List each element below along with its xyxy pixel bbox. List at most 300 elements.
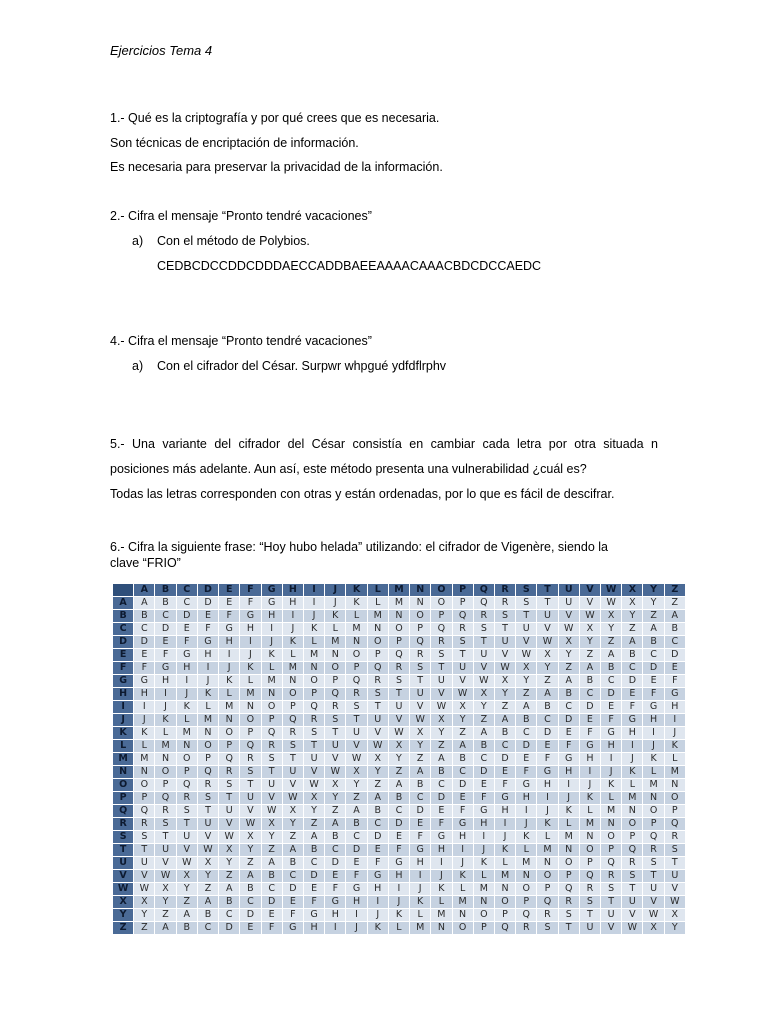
vigenere-cell: Q xyxy=(197,766,218,779)
vigenere-cell: C xyxy=(431,779,452,792)
vigenere-cell: C xyxy=(219,909,240,922)
q2-a-marker: a) xyxy=(132,234,144,248)
vigenere-cell: I xyxy=(388,883,409,896)
vigenere-cell: T xyxy=(325,727,346,740)
vigenere-column-header: U xyxy=(558,584,579,597)
vigenere-cell: S xyxy=(516,597,537,610)
vigenere-cell: D xyxy=(367,831,388,844)
vigenere-cell: A xyxy=(410,766,431,779)
vigenere-cell: V xyxy=(664,883,685,896)
vigenere-cell: J xyxy=(134,714,155,727)
vigenere-cell: L xyxy=(261,662,282,675)
vigenere-cell: S xyxy=(579,896,600,909)
vigenere-column-header: O xyxy=(431,584,452,597)
vigenere-cell: V xyxy=(410,701,431,714)
vigenere-cell: N xyxy=(643,792,664,805)
vigenere-cell: P xyxy=(558,870,579,883)
vigenere-cell: D xyxy=(346,844,367,857)
vigenere-cell: H xyxy=(579,753,600,766)
vigenere-row xyxy=(113,688,686,701)
vigenere-cell: N xyxy=(622,805,643,818)
vigenere-cell: Y xyxy=(219,857,240,870)
vigenere-cell: Y xyxy=(134,909,155,922)
vigenere-cell: B xyxy=(325,831,346,844)
vigenere-cell: T xyxy=(431,662,452,675)
vigenere-cell: P xyxy=(410,623,431,636)
vigenere-cell: A xyxy=(325,818,346,831)
vigenere-cell: K xyxy=(664,740,685,753)
vigenere-cell: Z xyxy=(219,870,240,883)
vigenere-cell: N xyxy=(325,649,346,662)
vigenere-cell: Q xyxy=(303,701,324,714)
vigenere-cell: F xyxy=(155,649,176,662)
vigenere-cell: O xyxy=(219,727,240,740)
vigenere-cell: O xyxy=(494,896,515,909)
vigenere-cell: B xyxy=(303,844,324,857)
vigenere-cell: D xyxy=(664,649,685,662)
vigenere-column-header: W xyxy=(601,584,622,597)
vigenere-cell: F xyxy=(219,610,240,623)
vigenere-cell: N xyxy=(537,857,558,870)
vigenere-row-header: W xyxy=(113,883,134,896)
vigenere-cell: J xyxy=(346,922,367,935)
vigenere-cell: E xyxy=(516,753,537,766)
vigenere-cell: X xyxy=(664,909,685,922)
vigenere-cell: L xyxy=(282,649,303,662)
vigenere-cell: Q xyxy=(601,857,622,870)
vigenere-cell: C xyxy=(622,662,643,675)
vigenere-cell: J xyxy=(197,675,218,688)
vigenere-cell: R xyxy=(558,896,579,909)
vigenere-cell: H xyxy=(325,909,346,922)
vigenere-row xyxy=(113,779,686,792)
vigenere-cell: C xyxy=(537,714,558,727)
vigenere-cell: C xyxy=(325,844,346,857)
vigenere-cell: F xyxy=(537,753,558,766)
vigenere-cell: O xyxy=(282,688,303,701)
vigenere-cell: O xyxy=(410,610,431,623)
vigenere-cell: D xyxy=(155,623,176,636)
vigenere-cell: Z xyxy=(622,623,643,636)
vigenere-cell: Z xyxy=(643,610,664,623)
vigenere-cell: Y xyxy=(346,779,367,792)
vigenere-cell: V xyxy=(579,597,600,610)
vigenere-cell: M xyxy=(558,831,579,844)
vigenere-cell: R xyxy=(134,818,155,831)
vigenere-cell: U xyxy=(282,766,303,779)
vigenere-cell: A xyxy=(431,753,452,766)
vigenere-cell: Y xyxy=(494,688,515,701)
vigenere-cell: B xyxy=(282,857,303,870)
vigenere-cell: W xyxy=(664,896,685,909)
vigenere-cell: U xyxy=(537,610,558,623)
vigenere-cell: Y xyxy=(452,714,473,727)
vigenere-cell: Q xyxy=(155,792,176,805)
vigenere-cell: N xyxy=(219,714,240,727)
vigenere-cell: N xyxy=(282,675,303,688)
vigenere-cell: Z xyxy=(303,818,324,831)
vigenere-cell: I xyxy=(537,792,558,805)
vigenere-column-header: D xyxy=(197,584,218,597)
vigenere-cell: F xyxy=(261,922,282,935)
vigenere-cell: R xyxy=(282,727,303,740)
vigenere-row xyxy=(113,870,686,883)
vigenere-column-header: I xyxy=(303,584,324,597)
vigenere-cell: O xyxy=(537,870,558,883)
vigenere-cell: B xyxy=(410,779,431,792)
vigenere-cell: T xyxy=(219,792,240,805)
vigenere-cell: I xyxy=(452,844,473,857)
vigenere-row-header: B xyxy=(113,610,134,623)
vigenere-cell: W xyxy=(325,766,346,779)
vigenere-cell: C xyxy=(134,623,155,636)
vigenere-cell: Z xyxy=(601,636,622,649)
q1-question: 1.- Qué es la criptografía y por qué crees que es necesaria. xyxy=(110,111,440,125)
vigenere-cell: X xyxy=(643,922,664,935)
vigenere-cell: R xyxy=(410,649,431,662)
vigenere-cell: E xyxy=(303,883,324,896)
vigenere-row xyxy=(113,597,686,610)
vigenere-cell: E xyxy=(643,675,664,688)
vigenere-cell: L xyxy=(516,844,537,857)
vigenere-cell: G xyxy=(367,870,388,883)
vigenere-cell: G xyxy=(219,623,240,636)
vigenere-row xyxy=(113,662,686,675)
vigenere-cell: G xyxy=(643,701,664,714)
vigenere-cell: B xyxy=(134,610,155,623)
vigenere-row-header: Y xyxy=(113,909,134,922)
vigenere-cell: X xyxy=(155,883,176,896)
vigenere-cell: I xyxy=(219,649,240,662)
vigenere-cell: B xyxy=(346,818,367,831)
vigenere-cell: U xyxy=(240,792,261,805)
vigenere-cell: G xyxy=(473,805,494,818)
vigenere-cell: S xyxy=(452,636,473,649)
vigenere-cell: Q xyxy=(261,727,282,740)
vigenere-cell: L xyxy=(537,831,558,844)
vigenere-cell: R xyxy=(643,844,664,857)
vigenere-cell: H xyxy=(537,779,558,792)
vigenere-row xyxy=(113,818,686,831)
vigenere-cell: I xyxy=(516,805,537,818)
vigenere-cell: P xyxy=(219,740,240,753)
vigenere-cell: Z xyxy=(134,922,155,935)
vigenere-cell: U xyxy=(516,623,537,636)
vigenere-cell: V xyxy=(431,688,452,701)
vigenere-column-header: Q xyxy=(473,584,494,597)
vigenere-cell: C xyxy=(452,766,473,779)
vigenere-cell: D xyxy=(622,675,643,688)
vigenere-cell: O xyxy=(516,883,537,896)
vigenere-cell: B xyxy=(452,753,473,766)
vigenere-row-header: I xyxy=(113,701,134,714)
vigenere-cell: F xyxy=(346,870,367,883)
vigenere-cell: L xyxy=(367,597,388,610)
vigenere-cell: Q xyxy=(537,896,558,909)
vigenere-cell: O xyxy=(643,805,664,818)
vigenere-cell: H xyxy=(155,675,176,688)
vigenere-cell: D xyxy=(219,922,240,935)
vigenere-cell: O xyxy=(579,844,600,857)
vigenere-cell: L xyxy=(579,805,600,818)
vigenere-cell: T xyxy=(261,766,282,779)
vigenere-cell: E xyxy=(155,636,176,649)
vigenere-cell: T xyxy=(410,675,431,688)
vigenere-cell: C xyxy=(303,857,324,870)
vigenere-cell: S xyxy=(643,857,664,870)
vigenere-cell: G xyxy=(431,831,452,844)
vigenere-cell: U xyxy=(367,714,388,727)
vigenere-cell: D xyxy=(494,753,515,766)
vigenere-cell: F xyxy=(601,714,622,727)
vigenere-cell: W xyxy=(346,753,367,766)
vigenere-cell: C xyxy=(388,805,409,818)
vigenere-cell: Q xyxy=(431,623,452,636)
vigenere-column-header: G xyxy=(261,584,282,597)
vigenere-cell: Y xyxy=(240,844,261,857)
vigenere-cell: G xyxy=(664,688,685,701)
vigenere-row-header: C xyxy=(113,623,134,636)
vigenere-cell: Z xyxy=(558,662,579,675)
vigenere-cell: Z xyxy=(261,844,282,857)
vigenere-cell: G xyxy=(388,857,409,870)
vigenere-cell: D xyxy=(601,688,622,701)
vigenere-cell: R xyxy=(516,922,537,935)
vigenere-cell: O xyxy=(261,701,282,714)
vigenere-cell: C xyxy=(579,688,600,701)
vigenere-row xyxy=(113,831,686,844)
vigenere-cell: E xyxy=(176,623,197,636)
vigenere-cell: A xyxy=(494,714,515,727)
vigenere-cell: G xyxy=(516,779,537,792)
vigenere-cell: R xyxy=(240,753,261,766)
vigenere-cell: L xyxy=(303,636,324,649)
vigenere-cell: G xyxy=(452,818,473,831)
vigenere-cell: Z xyxy=(452,727,473,740)
vigenere-cell: B xyxy=(494,727,515,740)
vigenere-cell: A xyxy=(452,740,473,753)
vigenere-cell: N xyxy=(134,766,155,779)
vigenere-cell: I xyxy=(579,766,600,779)
vigenere-cell: A xyxy=(282,844,303,857)
vigenere-cell: I xyxy=(431,857,452,870)
vigenere-cell: S xyxy=(473,623,494,636)
vigenere-row-header: Z xyxy=(113,922,134,935)
vigenere-cell: R xyxy=(601,870,622,883)
vigenere-cell: K xyxy=(410,896,431,909)
vigenere-column-header: B xyxy=(155,584,176,597)
vigenere-cell: N xyxy=(346,636,367,649)
vigenere-row-header: F xyxy=(113,662,134,675)
vigenere-cell: U xyxy=(664,870,685,883)
vigenere-cell: N xyxy=(410,597,431,610)
vigenere-cell: C xyxy=(176,597,197,610)
vigenere-cell: R xyxy=(197,779,218,792)
vigenere-cell: X xyxy=(367,753,388,766)
vigenere-row-header: O xyxy=(113,779,134,792)
q6-question-line-1: 6.- Cifra la siguiente frase: “Hoy hubo helada” utilizando: el cifrador de Vigenère, siendo la xyxy=(110,540,608,554)
vigenere-cell: B xyxy=(219,896,240,909)
vigenere-cell: M xyxy=(346,623,367,636)
vigenere-cell: T xyxy=(664,857,685,870)
vigenere-cell: S xyxy=(494,610,515,623)
vigenere-cell: A xyxy=(176,909,197,922)
vigenere-cell: I xyxy=(240,636,261,649)
vigenere-cell: T xyxy=(622,883,643,896)
vigenere-cell: G xyxy=(282,922,303,935)
vigenere-cell: H xyxy=(516,792,537,805)
vigenere-cell: W xyxy=(388,727,409,740)
vigenere-cell: P xyxy=(452,597,473,610)
vigenere-cell: S xyxy=(240,766,261,779)
vigenere-cell: H xyxy=(622,727,643,740)
vigenere-cell: L xyxy=(197,701,218,714)
vigenere-row-header: X xyxy=(113,896,134,909)
vigenere-cell: Z xyxy=(240,857,261,870)
vigenere-cell: N xyxy=(601,818,622,831)
vigenere-cell: A xyxy=(579,662,600,675)
vigenere-cell: V xyxy=(282,779,303,792)
vigenere-row xyxy=(113,636,686,649)
vigenere-cell: A xyxy=(134,597,155,610)
vigenere-cell: G xyxy=(261,597,282,610)
vigenere-cell: F xyxy=(558,740,579,753)
vigenere-cell: P xyxy=(622,831,643,844)
vigenere-cell: D xyxy=(325,857,346,870)
vigenere-cell: G xyxy=(325,896,346,909)
vigenere-cell: R xyxy=(579,883,600,896)
vigenere-cell: W xyxy=(558,623,579,636)
vigenere-cell: O xyxy=(622,818,643,831)
vigenere-cell: U xyxy=(643,883,664,896)
vigenere-cell: I xyxy=(643,727,664,740)
vigenere-cell: T xyxy=(452,649,473,662)
vigenere-cell: V xyxy=(134,870,155,883)
vigenere-cell: Z xyxy=(367,779,388,792)
vigenere-cell: S xyxy=(537,922,558,935)
vigenere-cell: V xyxy=(155,857,176,870)
vigenere-cell: K xyxy=(452,870,473,883)
vigenere-cell: G xyxy=(303,909,324,922)
vigenere-cell: D xyxy=(261,896,282,909)
vigenere-row xyxy=(113,675,686,688)
vigenere-cell: D xyxy=(537,727,558,740)
vigenere-cell: Y xyxy=(303,805,324,818)
vigenere-cell: A xyxy=(388,779,409,792)
vigenere-cell: Q xyxy=(494,922,515,935)
vigenere-cell: K xyxy=(155,714,176,727)
vigenere-cell: F xyxy=(516,766,537,779)
vigenere-cell: Y xyxy=(537,662,558,675)
vigenere-cell: P xyxy=(643,818,664,831)
vigenere-cell: Y xyxy=(601,623,622,636)
vigenere-cell: Y xyxy=(155,896,176,909)
vigenere-cell: W xyxy=(579,610,600,623)
vigenere-cell: O xyxy=(431,597,452,610)
vigenere-cell: X xyxy=(452,701,473,714)
vigenere-cell: X xyxy=(325,779,346,792)
vigenere-cell: H xyxy=(473,818,494,831)
vigenere-cell: H xyxy=(219,636,240,649)
vigenere-cell: T xyxy=(558,922,579,935)
vigenere-cell: Z xyxy=(155,909,176,922)
vigenere-cell: X xyxy=(537,649,558,662)
vigenere-cell: E xyxy=(197,610,218,623)
vigenere-cell: U xyxy=(579,922,600,935)
vigenere-row-header: S xyxy=(113,831,134,844)
vigenere-cell: M xyxy=(155,740,176,753)
vigenere-cell: F xyxy=(664,675,685,688)
vigenere-cell: L xyxy=(473,870,494,883)
vigenere-cell: V xyxy=(473,662,494,675)
vigenere-cell: U xyxy=(197,818,218,831)
vigenere-row-header: D xyxy=(113,636,134,649)
vigenere-cell: Y xyxy=(664,922,685,935)
vigenere-cell: G xyxy=(240,610,261,623)
vigenere-cell: G xyxy=(410,844,431,857)
vigenere-cell: H xyxy=(282,597,303,610)
vigenere-cell: L xyxy=(134,740,155,753)
vigenere-cell: A xyxy=(303,831,324,844)
vigenere-cell: U xyxy=(176,831,197,844)
vigenere-cell: O xyxy=(197,740,218,753)
vigenere-cell: P xyxy=(601,844,622,857)
vigenere-cell: J xyxy=(473,844,494,857)
vigenere-cell: J xyxy=(282,623,303,636)
vigenere-cell: M xyxy=(494,870,515,883)
vigenere-cell: B xyxy=(473,740,494,753)
vigenere-cell: G xyxy=(346,883,367,896)
vigenere-cell: W xyxy=(134,883,155,896)
vigenere-cell: F xyxy=(494,779,515,792)
vigenere-cell: V xyxy=(643,896,664,909)
vigenere-cell: N xyxy=(155,753,176,766)
vigenere-cell: R xyxy=(261,740,282,753)
vigenere-column-header: X xyxy=(622,584,643,597)
vigenere-cell: P xyxy=(240,727,261,740)
vigenere-cell: V xyxy=(325,753,346,766)
vigenere-cell: B xyxy=(176,922,197,935)
vigenere-cell: J xyxy=(558,792,579,805)
vigenere-cell: M xyxy=(664,766,685,779)
vigenere-row xyxy=(113,649,686,662)
vigenere-cell: I xyxy=(261,623,282,636)
vigenere-cell: J xyxy=(537,805,558,818)
vigenere-cell: U xyxy=(325,740,346,753)
vigenere-cell: B xyxy=(431,766,452,779)
vigenere-cell: C xyxy=(601,675,622,688)
vigenere-cell: X xyxy=(282,805,303,818)
vigenere-cell: V xyxy=(367,727,388,740)
vigenere-cell: A xyxy=(643,623,664,636)
vigenere-cell: O xyxy=(367,636,388,649)
vigenere-cell: Q xyxy=(240,740,261,753)
vigenere-cell: W xyxy=(473,675,494,688)
vigenere-cell: J xyxy=(494,831,515,844)
vigenere-cell: E xyxy=(219,597,240,610)
vigenere-cell: P xyxy=(261,714,282,727)
vigenere-cell: B xyxy=(664,623,685,636)
vigenere-cell: B xyxy=(516,714,537,727)
vigenere-cell: F xyxy=(240,597,261,610)
vigenere-cell: Q xyxy=(325,688,346,701)
vigenere-column-header: Z xyxy=(664,584,685,597)
vigenere-cell: Z xyxy=(282,831,303,844)
vigenere-cell: J xyxy=(303,610,324,623)
vigenere-cell: N xyxy=(579,831,600,844)
vigenere-cell: T xyxy=(601,896,622,909)
vigenere-cell: A xyxy=(155,922,176,935)
